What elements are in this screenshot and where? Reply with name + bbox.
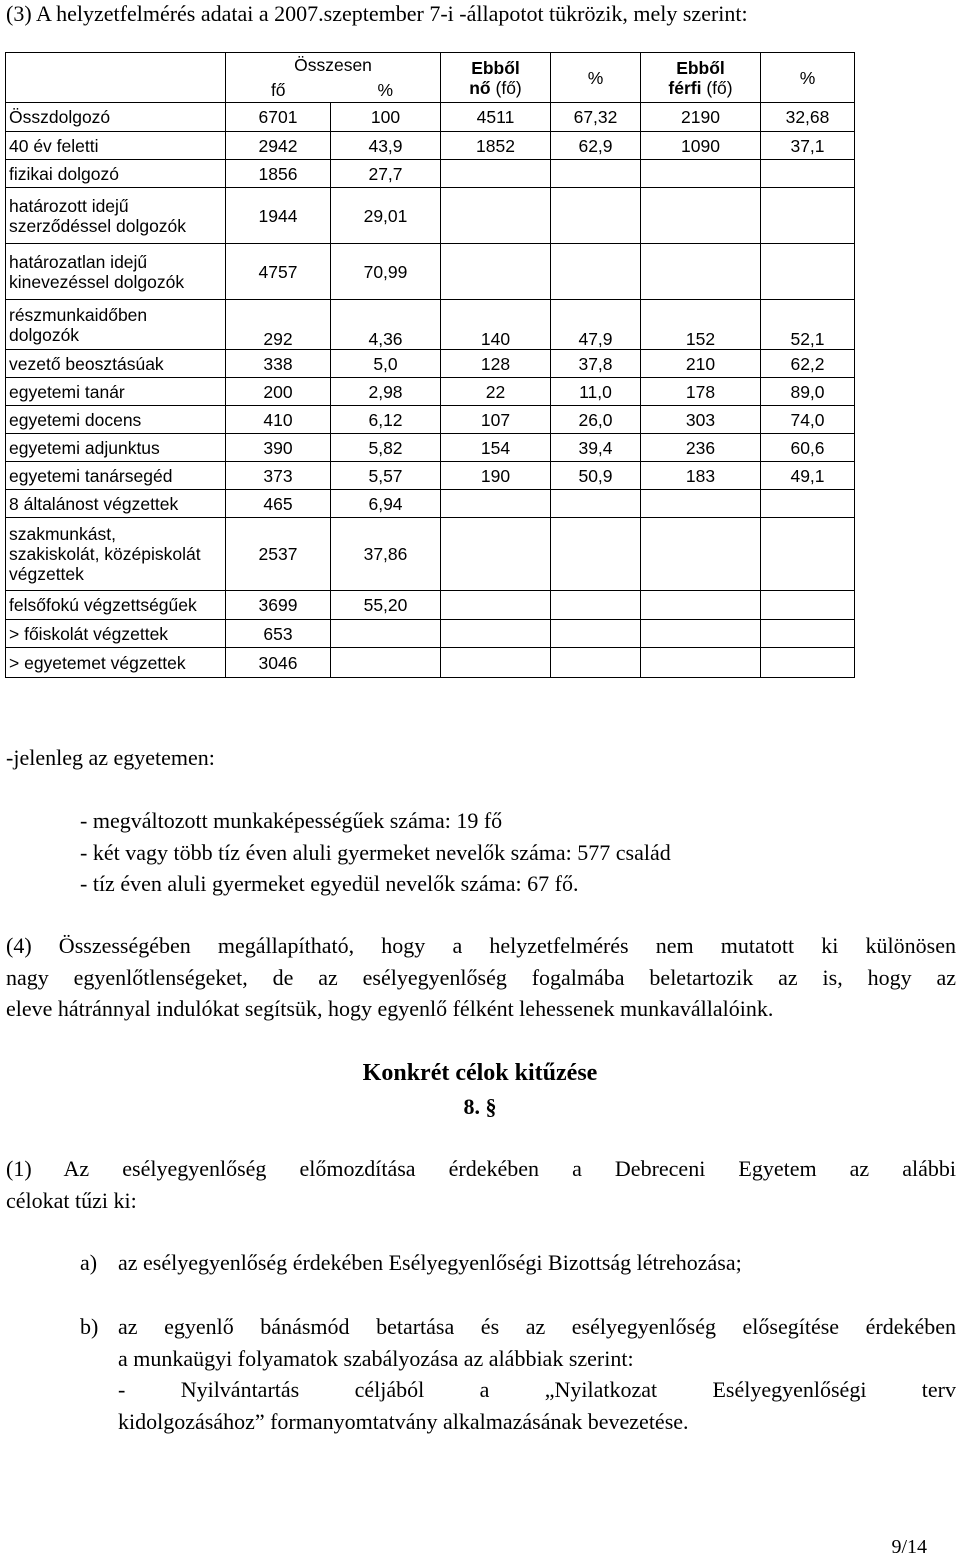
cell-no: 22 bbox=[441, 378, 551, 406]
cell-ferfi-pct: 62,2 bbox=[761, 350, 855, 378]
paragraph-line: kidolgozásához” formanyomtatvány alkalmazásának bevezetése. bbox=[118, 1408, 689, 1434]
table-row bbox=[6, 160, 855, 188]
row-label: egyetemi tanársegéd bbox=[6, 462, 226, 490]
cell-fo: 3046 bbox=[226, 648, 331, 678]
table-row bbox=[6, 591, 855, 620]
cell-pct: 2,98 bbox=[331, 378, 441, 406]
cell-fo: 4757 bbox=[226, 244, 331, 300]
cell-no-pct: 11,0 bbox=[551, 378, 641, 406]
header-ebbol-ferfi-line1: Ebből bbox=[676, 57, 725, 78]
cell-fo: 1856 bbox=[226, 160, 331, 188]
paragraph-line: célokat tűzi ki: bbox=[6, 1187, 137, 1213]
paragraph-1 bbox=[6, 1153, 956, 1216]
bullet-list bbox=[80, 805, 671, 900]
cell-ferfi-pct: 32,68 bbox=[761, 103, 855, 132]
cell-ferfi bbox=[641, 188, 761, 244]
row-label: > főiskolát végzettek bbox=[6, 620, 226, 648]
cell-no-pct: 50,9 bbox=[551, 462, 641, 490]
cell-ferfi: 1090 bbox=[641, 132, 761, 160]
cell-pct: 70,99 bbox=[331, 244, 441, 300]
cell-no-pct bbox=[551, 620, 641, 648]
header-ebbol-no-line3: (fő) bbox=[495, 77, 522, 98]
row-label: 40 év feletti bbox=[6, 132, 226, 160]
intro-text: (3) A helyzetfelmérés adatai a 2007.szeptember 7-i -állapotot tükrözik, mely szerint: bbox=[6, 1, 748, 26]
header-empty-cell bbox=[6, 53, 226, 103]
cell-no: 128 bbox=[441, 350, 551, 378]
table-row bbox=[6, 378, 855, 406]
cell-no: 140 bbox=[441, 300, 551, 350]
row-label-line1: határozatlan idejű bbox=[9, 251, 148, 272]
cell-no: 1852 bbox=[441, 132, 551, 160]
row-label-line2: szerződéssel dolgozók bbox=[9, 215, 187, 236]
header-ebbol-no bbox=[441, 53, 551, 103]
cell-no-pct bbox=[551, 591, 641, 620]
cell-no-pct: 62,9 bbox=[551, 132, 641, 160]
table-row bbox=[6, 490, 855, 518]
row-label: egyetemi tanár bbox=[6, 378, 226, 406]
cell-no bbox=[441, 648, 551, 678]
paragraph-line: a munkaügyi folyamatok szabályozása az alábbiak szerint: bbox=[118, 1345, 634, 1371]
cell-no-pct bbox=[551, 244, 641, 300]
cell-no-pct: 47,9 bbox=[551, 300, 641, 350]
cell-no bbox=[441, 160, 551, 188]
cell-ferfi: 152 bbox=[641, 300, 761, 350]
row-label: egyetemi adjunktus bbox=[6, 434, 226, 462]
header-pct-ferfi: % bbox=[761, 53, 855, 103]
table-row bbox=[6, 406, 855, 434]
cell-no bbox=[441, 518, 551, 591]
list-item: - megváltozott munkaképességűek száma: 19 fő bbox=[80, 808, 503, 833]
section-number: 8. § bbox=[463, 1094, 497, 1119]
cell-fo: 2537 bbox=[226, 518, 331, 591]
header-pct-no: % bbox=[551, 53, 641, 103]
cell-ferfi-pct bbox=[761, 188, 855, 244]
cell-pct: 5,57 bbox=[331, 462, 441, 490]
row-label bbox=[6, 300, 226, 350]
cell-fo: 465 bbox=[226, 490, 331, 518]
cell-ferfi-pct bbox=[761, 518, 855, 591]
table-row bbox=[6, 620, 855, 648]
cell-fo: 200 bbox=[226, 378, 331, 406]
cell-pct: 100 bbox=[331, 103, 441, 132]
cell-ferfi-pct: 52,1 bbox=[761, 300, 855, 350]
row-label-line2: kinevezéssel dolgozók bbox=[9, 271, 185, 292]
cell-pct: 5,0 bbox=[331, 350, 441, 378]
cell-fo: 653 bbox=[226, 620, 331, 648]
paragraph-line: - Nyilvántartás céljából a „Nyilatkozat Esélyegyenlőségi terv bbox=[118, 1377, 956, 1402]
header-osszesen: Összesen bbox=[226, 53, 441, 78]
cell-no-pct bbox=[551, 188, 641, 244]
cell-no bbox=[441, 620, 551, 648]
cell-no: 4511 bbox=[441, 103, 551, 132]
cell-ferfi-pct: 74,0 bbox=[761, 406, 855, 434]
item-b-text bbox=[118, 1311, 956, 1437]
cell-pct: 43,9 bbox=[331, 132, 441, 160]
table-row bbox=[6, 103, 855, 132]
item-a-marker: a) bbox=[80, 1250, 98, 1275]
cell-pct: 29,01 bbox=[331, 188, 441, 244]
item-a-text: az esélyegyenlőség érdekében Esélyegyenlőségi Bizottság létrehozása; bbox=[118, 1250, 742, 1275]
cell-ferfi-pct bbox=[761, 648, 855, 678]
cell-ferfi bbox=[641, 160, 761, 188]
row-label: 8 általánost végzettek bbox=[6, 490, 226, 518]
cell-ferfi-pct: 49,1 bbox=[761, 462, 855, 490]
cell-pct bbox=[331, 648, 441, 678]
header-ebbol-ferfi-line2: férfi bbox=[668, 77, 702, 98]
cell-fo: 373 bbox=[226, 462, 331, 490]
cell-ferfi bbox=[641, 620, 761, 648]
row-label-line2: szakiskolát, középiskolát bbox=[9, 544, 201, 564]
row-label bbox=[6, 188, 226, 244]
list-item: - két vagy több tíz éven aluli gyermeket nevelők száma: 577 család bbox=[80, 839, 671, 865]
cell-ferfi: 178 bbox=[641, 378, 761, 406]
cell-pct: 5,82 bbox=[331, 434, 441, 462]
cell-ferfi-pct: 89,0 bbox=[761, 378, 855, 406]
cell-pct: 27,7 bbox=[331, 160, 441, 188]
cell-pct: 4,36 bbox=[331, 300, 441, 350]
cell-ferfi bbox=[641, 648, 761, 678]
table-row bbox=[6, 648, 855, 678]
paragraph-line: eleve hátránnyal indulókat segítsük, hogy egyenlő félként lehessenek munkavállalóink. bbox=[6, 996, 774, 1021]
row-label: > egyetemet végzettek bbox=[6, 648, 226, 678]
row-label: Összdolgozó bbox=[6, 103, 226, 132]
row-label: vezető beosztásúak bbox=[6, 350, 226, 378]
row-label bbox=[6, 244, 226, 300]
cell-ferfi: 210 bbox=[641, 350, 761, 378]
page-number: 9/14 bbox=[891, 1536, 927, 1558]
cell-no-pct: 39,4 bbox=[551, 434, 641, 462]
cell-no-pct bbox=[551, 160, 641, 188]
row-label-line3: végzettek bbox=[9, 564, 84, 584]
row-label: egyetemi docens bbox=[6, 406, 226, 434]
cell-pct bbox=[331, 620, 441, 648]
cell-fo: 292 bbox=[226, 300, 331, 350]
cell-ferfi: 303 bbox=[641, 406, 761, 434]
header-fo: fő bbox=[226, 78, 331, 103]
cell-ferfi-pct bbox=[761, 490, 855, 518]
cell-no-pct: 37,8 bbox=[551, 350, 641, 378]
cell-no: 154 bbox=[441, 434, 551, 462]
row-label-line1: határozott idejű bbox=[9, 195, 129, 216]
cell-no-pct bbox=[551, 490, 641, 518]
paragraph-line: (1) Az esélyegyenlőség előmozdítása érdekében a Debreceni Egyetem az alábbi bbox=[6, 1156, 956, 1181]
cell-no bbox=[441, 188, 551, 244]
cell-no-pct: 26,0 bbox=[551, 406, 641, 434]
cell-fo: 338 bbox=[226, 350, 331, 378]
row-label-line2: dolgozók bbox=[9, 324, 80, 345]
cell-ferfi: 2190 bbox=[641, 103, 761, 132]
table-row bbox=[6, 300, 855, 350]
cell-no bbox=[441, 591, 551, 620]
cell-no-pct bbox=[551, 518, 641, 591]
row-label bbox=[6, 518, 226, 591]
header-ebbol-no-line1: Ebből bbox=[471, 57, 520, 78]
cell-ferfi-pct bbox=[761, 160, 855, 188]
cell-ferfi-pct bbox=[761, 620, 855, 648]
paragraph-line: (4) Összességében megállapítható, hogy a helyzetfelmérés nem mutatott ki különösen bbox=[6, 933, 956, 958]
cell-fo: 2942 bbox=[226, 132, 331, 160]
cell-pct: 6,12 bbox=[331, 406, 441, 434]
cell-no bbox=[441, 490, 551, 518]
cell-fo: 1944 bbox=[226, 188, 331, 244]
cell-ferfi-pct bbox=[761, 244, 855, 300]
table-row bbox=[6, 518, 855, 591]
row-label: fizikai dolgozó bbox=[6, 160, 226, 188]
cell-fo: 3699 bbox=[226, 591, 331, 620]
cell-no: 107 bbox=[441, 406, 551, 434]
paragraph-line: az egyenlő bánásmód betartása és az esélyegyenlőség elősegítése érdekében bbox=[118, 1314, 956, 1339]
cell-no-pct: 67,32 bbox=[551, 103, 641, 132]
cell-ferfi-pct bbox=[761, 591, 855, 620]
cell-fo: 390 bbox=[226, 434, 331, 462]
staff-statistics-table bbox=[5, 52, 855, 678]
cell-ferfi: 183 bbox=[641, 462, 761, 490]
cell-pct: 37,86 bbox=[331, 518, 441, 591]
table-row bbox=[6, 462, 855, 490]
cell-ferfi-pct: 60,6 bbox=[761, 434, 855, 462]
jelenleg-text: -jelenleg az egyetemen: bbox=[6, 745, 215, 770]
cell-no-pct bbox=[551, 648, 641, 678]
cell-ferfi bbox=[641, 591, 761, 620]
header-ebbol-no-line2: nő bbox=[469, 77, 491, 98]
cell-pct: 6,94 bbox=[331, 490, 441, 518]
cell-ferfi bbox=[641, 518, 761, 591]
paragraph-4 bbox=[6, 930, 956, 1025]
cell-fo: 410 bbox=[226, 406, 331, 434]
table-row bbox=[6, 132, 855, 160]
cell-ferfi bbox=[641, 244, 761, 300]
cell-pct: 55,20 bbox=[331, 591, 441, 620]
cell-no bbox=[441, 244, 551, 300]
header-ebbol-ferfi-line3: (fő) bbox=[706, 77, 733, 98]
cell-ferfi bbox=[641, 490, 761, 518]
section-heading: Konkrét célok kitűzése bbox=[362, 1060, 598, 1086]
table-row bbox=[6, 188, 855, 244]
row-label-line1: szakmunkást, bbox=[9, 524, 116, 544]
table-row bbox=[6, 434, 855, 462]
table-row bbox=[6, 244, 855, 300]
row-label: felsőfokú végzettségűek bbox=[6, 591, 226, 620]
cell-fo: 6701 bbox=[226, 103, 331, 132]
cell-no: 190 bbox=[441, 462, 551, 490]
table-row bbox=[6, 350, 855, 378]
header-ebbol-ferfi bbox=[641, 53, 761, 103]
row-label-line1: részmunkaidőben bbox=[9, 304, 148, 325]
header-pct: % bbox=[331, 78, 441, 103]
item-b-marker: b) bbox=[80, 1314, 99, 1339]
list-item: - tíz éven aluli gyermeket egyedül nevelők száma: 67 fő. bbox=[80, 871, 579, 896]
paragraph-line: nagy egyenlőtlenségeket, de az esélyegyenlőség fogalmába beletartozik az is, hogy az bbox=[6, 964, 956, 990]
cell-ferfi: 236 bbox=[641, 434, 761, 462]
cell-ferfi-pct: 37,1 bbox=[761, 132, 855, 160]
